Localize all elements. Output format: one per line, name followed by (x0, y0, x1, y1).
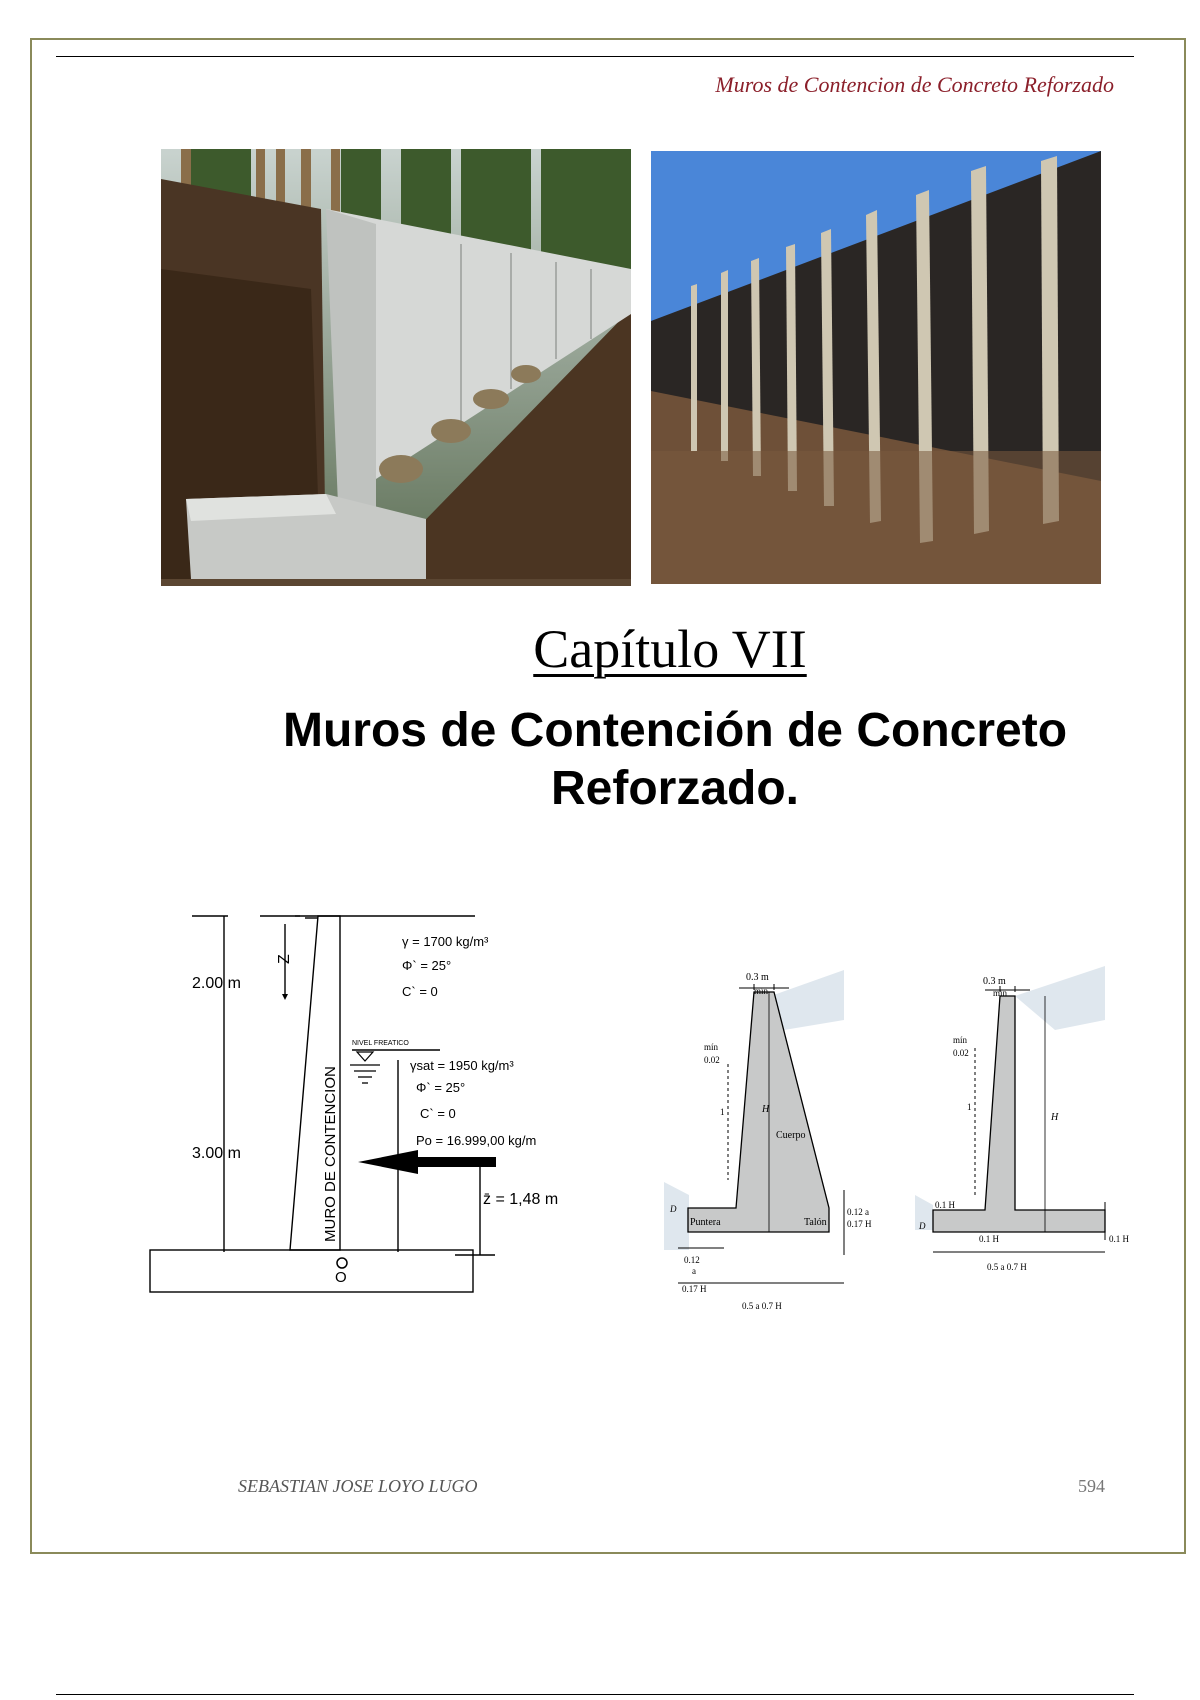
mid-h: H (762, 1104, 770, 1115)
running-header: Muros de Contencion de Concreto Reforzado (715, 72, 1114, 97)
right-h: H (1051, 1112, 1059, 1123)
page-number: 594 (1078, 1476, 1105, 1496)
mid-toe-dim1: 0.12 (684, 1255, 700, 1265)
mid-base-dim: 0.5 a 0.7 H (742, 1301, 782, 1311)
right-slope-one: 1 (967, 1102, 972, 1112)
photo-panel-wall (651, 151, 1101, 584)
mid-slope-min: mín (704, 1042, 719, 1052)
right-top-dim: 0.3 m (983, 976, 1006, 987)
mid-slope-one: 1 (720, 1107, 725, 1117)
right-d: D (919, 1221, 926, 1231)
origin-label: O (335, 1269, 347, 1286)
right-slope-min: mín (953, 1035, 968, 1045)
phi2-label: Φ` = 25° (416, 1080, 466, 1095)
mid-toe: Puntera (690, 1217, 721, 1228)
header-rule (56, 56, 1134, 57)
gamma-label: γ = 1700 kg/m³ (402, 934, 489, 949)
zbar-label: z̄ = 1,48 m (483, 1191, 559, 1208)
photo-concrete-wall (161, 149, 631, 586)
right-top-min: mín (993, 988, 1008, 998)
gamma-sat-label: γsat = 1950 kg/m³ (410, 1058, 514, 1073)
c1-label: C` = 0 (402, 984, 438, 999)
mid-heel: Talón (804, 1217, 827, 1228)
diagram-cantilever-wall (915, 940, 1140, 1300)
diagram-wall-pressure (140, 900, 580, 1300)
right-base-dim: 0.5 a 0.7 H (987, 1262, 1027, 1272)
bottom-rule (56, 1694, 1134, 1695)
mid-slope-val: 0.02 (704, 1055, 720, 1065)
right-slope-val: 0.02 (953, 1048, 969, 1058)
mid-d: D (670, 1204, 677, 1214)
force-label: Po = 16.999,00 kg/m (416, 1133, 537, 1148)
mid-top-min: mín (754, 986, 769, 996)
right-stem-dim: 0.1 H (935, 1200, 955, 1210)
mid-body: Cuerpo (776, 1130, 806, 1141)
chapter-label: Capítulo VII (533, 619, 807, 679)
dim-top-label: 2.00 m (192, 975, 241, 992)
phi1-label: Φ` = 25° (402, 958, 452, 973)
c2-label: C` = 0 (420, 1106, 456, 1121)
right-toe-dim: 0.1 H (979, 1234, 999, 1244)
mid-toe-dim3: 0.17 H (682, 1284, 707, 1294)
z-label: Z (276, 954, 293, 964)
footer-author: SEBASTIAN JOSE LOYO LUGO (238, 1476, 478, 1496)
right-heel-dim: 0.1 H (1109, 1234, 1129, 1244)
chapter-title: Muros de Contención de Concreto Reforzado. (282, 704, 1068, 815)
mid-top-dim: 0.3 m (746, 972, 769, 983)
mid-heel-dim1: 0.12 a (847, 1207, 869, 1217)
mid-heel-dim2: 0.17 H (847, 1219, 872, 1229)
dim-bottom-label: 3.00 m (192, 1145, 241, 1162)
mid-toe-dim2: a (692, 1266, 696, 1276)
diagram-gravity-wall (664, 950, 894, 1320)
nivel-freatico-label: NIVEL FREATICO (352, 1040, 409, 1047)
wall-label: MURO DE CONTENCION (322, 1066, 339, 1242)
